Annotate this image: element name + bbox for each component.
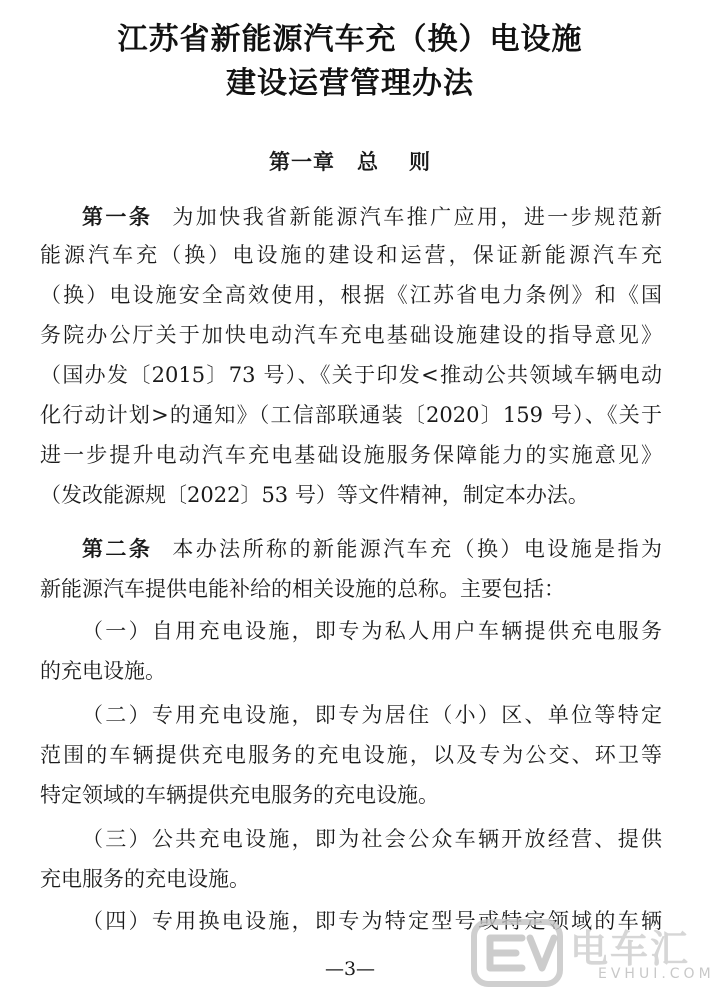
article-1-label: 第一条 bbox=[82, 204, 153, 229]
article-2-line-1 bbox=[82, 534, 662, 564]
article-1-line-6: 化行动计划>的通知》（工信部联通装〔2020〕159 号）、《关于 bbox=[40, 403, 662, 427]
chapter-word-1: 总 bbox=[357, 149, 379, 174]
item-1-line-1: （一）自用充电设施，即专为私人用户车辆提供充电服务 bbox=[82, 619, 662, 643]
item-3-line-2: 充电服务的充电设施。 bbox=[40, 867, 250, 891]
article-1-line-4: 务院办公厅关于加快电动汽车充电基础设施建设的指导意见》 bbox=[40, 323, 662, 347]
item-2-line-1: （二）专用充电设施，即专为居住（小）区、单位等特定 bbox=[82, 703, 662, 727]
article-1-line-7: 进一步提升电动汽车充电基础设施服务保障能力的实施意见》 bbox=[40, 443, 662, 467]
evhui-logo-icon bbox=[470, 916, 566, 990]
page-number: —3— bbox=[324, 958, 376, 980]
article-1-text-1: 为加快我省新能源汽车推广应用，进一步规范新 bbox=[172, 205, 663, 229]
evhui-watermark bbox=[470, 916, 715, 990]
watermark-brand: 电车汇 bbox=[570, 927, 691, 971]
article-1-line-1 bbox=[82, 202, 662, 232]
article-1-line-2: 能源汽车充（换）电设施的建设和运营，保证新能源汽车充 bbox=[40, 243, 662, 267]
watermark-url: EVHUI.COM bbox=[598, 966, 715, 982]
article-1-line-3: （换）电设施安全高效使用，根据《江苏省电力条例》和《国 bbox=[40, 283, 662, 307]
article-1-line-5: （国办发〔2015〕73 号）、《关于印发<推动公共领域车辆电动 bbox=[40, 363, 662, 387]
article-2-line-2: 新能源汽车提供电能补给的相关设施的总称。主要包括： bbox=[40, 577, 565, 601]
item-4-line-1: （四）专用换电设施，即专为特定型号或特定领域的车辆 bbox=[82, 909, 662, 933]
article-2-label: 第二条 bbox=[82, 536, 153, 561]
article-2-text-1: 本办法所称的新能源汽车充（换）电设施是指为 bbox=[172, 537, 663, 561]
article-1-line-8: （发改能源规〔2022〕53 号）等文件精神，制定本办法。 bbox=[40, 483, 589, 507]
chapter-ordinal: 第一章 bbox=[269, 149, 335, 174]
chapter-heading bbox=[0, 146, 700, 176]
item-2-line-2: 范围的车辆提供充电服务的充电设施，以及专为公交、环卫等 bbox=[40, 743, 662, 767]
chapter-word-2: 则 bbox=[409, 149, 431, 174]
item-3-line-1: （三）公共充电设施，即为社会公众车辆开放经营、提供 bbox=[82, 827, 662, 851]
item-1-line-2: 的充电设施。 bbox=[40, 659, 166, 683]
document-title-line-1: 江苏省新能源汽车充（换）电设施 bbox=[117, 22, 583, 57]
item-2-line-3: 特定领域的车辆提供充电服务的充电设施。 bbox=[40, 783, 439, 807]
document-title-line-2: 建设运营管理办法 bbox=[226, 66, 474, 101]
